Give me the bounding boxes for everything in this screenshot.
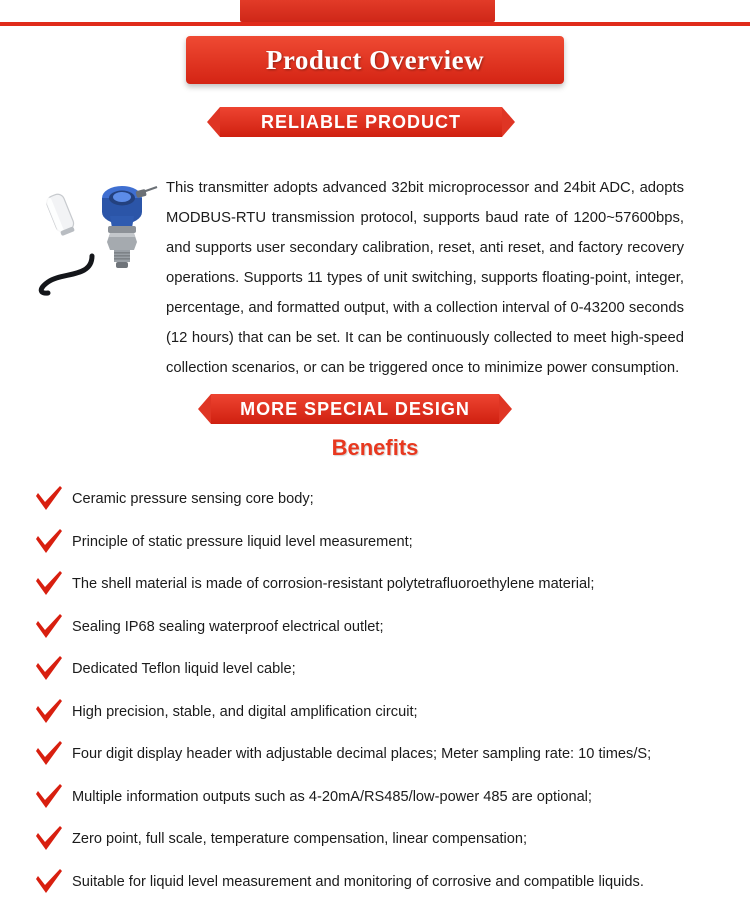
level-transmitter-product-image — [22, 160, 162, 300]
check-mark-icon — [34, 655, 72, 683]
benefit-text: Multiple information outputs such as 4-20mA/RS485/low-power 485 are optional; — [72, 788, 592, 805]
list-item — [34, 478, 734, 521]
benefit-text: Four digit display header with adjustable decimal places; Meter sampling rate: 10 times/S; — [72, 746, 652, 763]
benefit-text: Dedicated Teflon liquid level cable; — [72, 661, 296, 678]
check-mark-icon — [34, 868, 72, 896]
reliable-product-label: RELIABLE PRODUCT — [261, 111, 461, 132]
benefit-text: High precision, stable, and digital amplification circuit; — [72, 703, 418, 720]
list-item — [34, 648, 734, 691]
list-item — [34, 733, 734, 776]
check-mark-icon — [34, 740, 72, 768]
check-mark-icon — [34, 613, 72, 641]
list-item — [34, 691, 734, 734]
check-mark-icon — [34, 698, 72, 726]
benefit-text: Ceramic pressure sensing core body; — [72, 491, 314, 508]
check-mark-icon — [34, 783, 72, 811]
benefit-text: Sealing IP68 sealing waterproof electrical outlet; — [72, 618, 384, 635]
benefits-heading: Benefits — [331, 435, 419, 460]
list-item — [34, 563, 734, 606]
page-title: Product Overview — [265, 44, 485, 75]
page-title-banner — [186, 36, 564, 84]
list-item — [34, 776, 734, 819]
section-heading-more-special-design — [211, 394, 499, 424]
benefit-text: Principle of static pressure liquid level measurement; — [72, 533, 413, 550]
check-mark-icon — [34, 570, 72, 598]
benefit-text: Zero point, full scale, temperature compensation, linear compensation; — [72, 831, 528, 848]
check-mark-icon — [34, 825, 72, 853]
check-mark-icon — [34, 528, 72, 556]
benefits-list — [34, 478, 734, 903]
list-item — [34, 521, 734, 564]
list-item — [34, 818, 734, 861]
section-heading-reliable-product — [220, 107, 502, 137]
list-item — [34, 606, 734, 649]
benefit-text: The shell material is made of corrosion-resistant polytetrafluoroethylene material; — [72, 576, 595, 593]
benefit-text: Suitable for liquid level measurement and monitoring of corrosive and compatible liquids. — [72, 873, 644, 890]
top-decoration-tab — [240, 0, 495, 22]
top-divider-rule — [0, 22, 750, 26]
list-item — [34, 861, 734, 904]
more-special-design-label: MORE SPECIAL DESIGN — [240, 398, 470, 419]
check-mark-icon — [34, 485, 72, 513]
product-overview-paragraph: This transmitter adopts advanced 32bit microprocessor and 24bit ADC, adopts MODBUS-RTU transmission protocol, supports baud rate of 1200~57600bps, and supports user secondary calibration, reset, anti reset, and factory recovery operations. Supports 11 types of unit switching, supports floating-point, integer, percentage, and formatted output, with a collection interval of 0-43200 seconds (12 hours) that can be set. It can be continuously collected to meet high-speed collection scenarios, or can be triggered once to minimize power consumption. — [166, 179, 684, 376]
